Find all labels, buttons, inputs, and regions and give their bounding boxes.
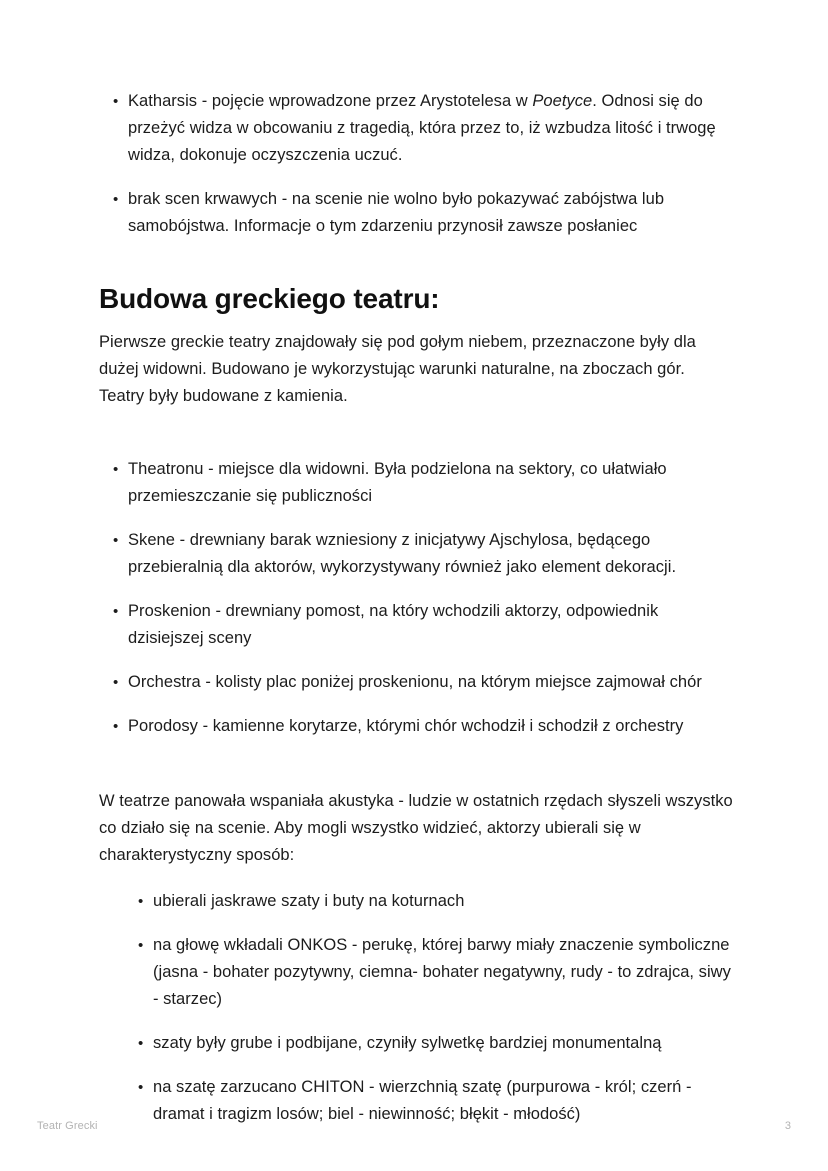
- bullet-text: brak scen krwawych - na scenie nie wolno było pokazywać zabójstwa lub samobójstwa. Informacje o tym zdarzeniu przynosił zawsze posłaniec: [128, 190, 665, 235]
- bullet-text: szaty były grube i podbijane, czyniły sylwetkę bardziej monumentalną: [153, 1034, 662, 1052]
- bullet-text-before-italic: Katharsis - pojęcie wprowadzone przez Arystotelesa w: [128, 92, 533, 110]
- acoustics-paragraph: W teatrze panowała wspaniała akustyka - ludzie w ostatnich rzędach słyszeli wszystko co działo się na scenie. Aby mogli wszystko widzieć, aktorzy ubierali się w charakterystyczny sposób:: [99, 792, 733, 864]
- list-item: [99, 456, 733, 510]
- section-heading: Budowa greckiego teatru:: [99, 283, 440, 314]
- bullet-text: Theatronu - miejsce dla widowni. Była podzielona na sektory, co ułatwiało przemieszczanie się publiczności: [128, 460, 667, 505]
- list-item: [99, 888, 733, 915]
- bullet-text: na szatę zarzucano CHITON - wierzchnią szatę (purpurowa - król; czerń - dramat i tragizm losów; biel - niewinność; błękit - młodość): [153, 1078, 692, 1123]
- costume-bullet-list: [99, 888, 733, 1128]
- bullet-text: ubierali jaskrawe szaty i buty na koturnach: [153, 892, 465, 910]
- bullet-text: na głowę wkładali ONKOS - perukę, której barwy miały znaczenie symboliczne (jasna - bohater pozytywny, ciemna- bohater negatywny, rudy - to zdrajca, siwy - starzec): [153, 936, 731, 1008]
- spacer: [99, 410, 733, 456]
- katharsis-bullet-list: [99, 88, 733, 240]
- list-item: [99, 598, 733, 652]
- page-footer: [0, 1118, 828, 1138]
- list-item: [99, 1030, 733, 1057]
- list-item: [99, 527, 733, 581]
- list-item: [99, 186, 733, 240]
- theatre-parts-bullet-list: [99, 456, 733, 740]
- bullet-text: Orchestra - kolisty plac poniżej proskenionu, na którym miejsce zajmował chór: [128, 673, 702, 691]
- footer-document-title: Teatr Grecki: [37, 1120, 98, 1132]
- spacer: [99, 240, 733, 282]
- spacer: [99, 740, 733, 788]
- work-title-italic: Poetyce: [532, 92, 593, 110]
- list-item: [99, 88, 733, 169]
- bullet-text-after-italic: . Odnosi się do przeżyć widza w obcowaniu z tragedią, która przez to, iż wzbudza litość i trwogę widza, dokonuje oczyszczenia uczuć.: [128, 92, 716, 164]
- list-item: [99, 713, 733, 740]
- footer-page-number: 3: [784, 1120, 791, 1132]
- spacer: [99, 316, 733, 329]
- spacer: [99, 869, 733, 888]
- bullet-text: Porodosy - kamienne korytarze, którymi chór wchodził i schodził z orchestry: [128, 717, 684, 735]
- list-item: [99, 669, 733, 696]
- document-content: [99, 88, 733, 1128]
- bullet-text: Proskenion - drewniany pomost, na który wchodzili aktorzy, odpowiednik dzisiejszej sceny: [128, 602, 659, 647]
- intro-paragraph: Pierwsze greckie teatry znajdowały się pod gołym niebem, przeznaczone były dla dużej widowni. Budowano je wykorzystując warunki naturalne, na zboczach gór. Teatry były budowane z kamienia.: [99, 333, 696, 405]
- list-item: [99, 932, 733, 1013]
- bullet-text: Skene - drewniany barak wzniesiony z inicjatywy Ajschylosa, będącego przebieralnią dla aktorów, wykorzystywany również jako element dekoracji.: [128, 531, 677, 576]
